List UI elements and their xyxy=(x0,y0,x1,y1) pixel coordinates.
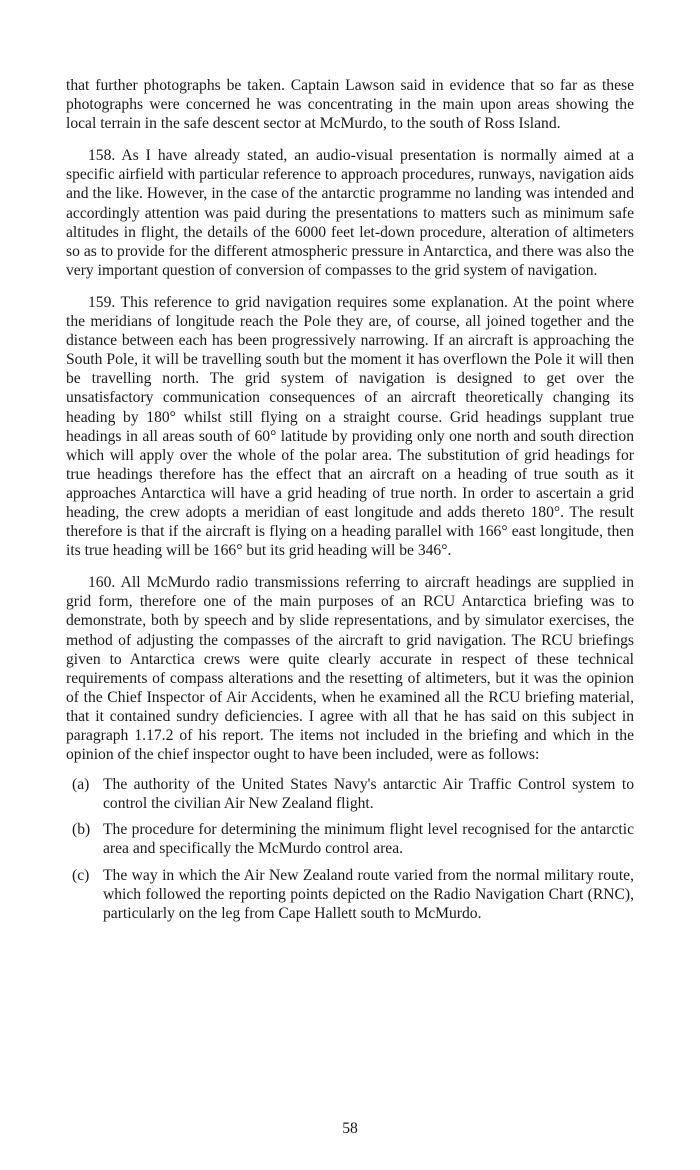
list-item-c xyxy=(66,866,634,923)
list-text-b: The procedure for determining the minimum flight level recognised for the antarctic area and specifically the McMurdo control area. xyxy=(103,821,634,858)
paragraph-158: 158. As I have already stated, an audio-visual presentation is normally aimed at a specific airfield with particular reference to approach procedures, runways, navigation aids and the like. However, in the case of the antarctic programme no landing was intended and accordingly attention was paid during the presentations to matters such as minimum safe altitudes in flight, the details of the 6000 feet let-down procedure, alteration of altimeters so as to provide for the different atmospheric pressure in Antarctica, and there was also the very important question of conversion of compasses to the grid system of navigation. xyxy=(66,147,634,279)
list-marker-a: (a) xyxy=(72,776,90,794)
deficiency-list xyxy=(66,775,634,923)
list-text-a: The authority of the United States Navy's antarctic Air Traffic Control system to control the civilian Air New Zealand flight. xyxy=(103,776,634,813)
list-item-b xyxy=(66,820,634,858)
paragraph-continued: that further photographs be taken. Captain Lawson said in evidence that so far as these photographs were concerned he was concentrating in the main upon areas showing the local terrain in the safe descent sector at McMurdo, to the south of Ross Island. xyxy=(66,77,634,133)
list-text-c: The way in which the Air New Zealand route varied from the normal military route, which followed the reporting points depicted on the Radio Navigation Chart (RNC), particularly on the leg from Cape Hallett south to McMurdo. xyxy=(103,866,634,922)
paragraph-160: 160. All McMurdo radio transmissions referring to aircraft headings are supplied in grid form, therefore one of the main purposes of an RCU Antarctica briefing was to demonstrate, both by speech and by slide representations, and by simulator exercises, the method of adjusting the compasses of the aircraft to grid navigation. The RCU briefings given to Antarctica crews were quite clearly accurate in respect of these technical requirements of compass alterations and the resetting of altimeters, but it was the opinion of the Chief Inspector of Air Accidents, when he examined all the RCU briefing material, that it contained sundry deficiencies. I agree with all that he has said on this subject in paragraph 1.17.2 of his report. The items not included in the briefing and which in the opinion of the chief inspector ought to have been included, were as follows: xyxy=(66,574,634,764)
list-marker-b: (b) xyxy=(72,821,91,839)
page-number: 58 xyxy=(342,1120,358,1137)
list-item-a xyxy=(66,775,634,813)
document-page xyxy=(66,76,634,930)
list-marker-c: (c) xyxy=(72,866,90,884)
paragraph-159: 159. This reference to grid navigation requires some explanation. At the point where the meridians of longitude reach the Pole they are, of course, all joined together and the distance between each has been progressively narrowing. If an aircraft is approaching the South Pole, it will be travelling south but the moment it has overflown the Pole it will then be travelling north. The grid system of navigation is designed to get over the unsatisfactory communication consequences of an aircraft theoretically changing its heading by 180° whilst still flying on a straight course. Grid headings supplant true headings in all areas south of 60° latitude by providing only one north and south direction which will apply over the whole of the polar area. The substitution of grid headings for true headings therefore has the effect that an aircraft on a heading of true south as it approaches Antarctica will have a grid heading of true north. In order to ascertain a grid heading, the crew adopts a meridian of east longitude and adds thereto 180°. The result therefore is that if the aircraft is flying on a heading parallel with 166° east longitude, then its true heading will be 166° but its grid heading will be 346°. xyxy=(66,293,634,560)
